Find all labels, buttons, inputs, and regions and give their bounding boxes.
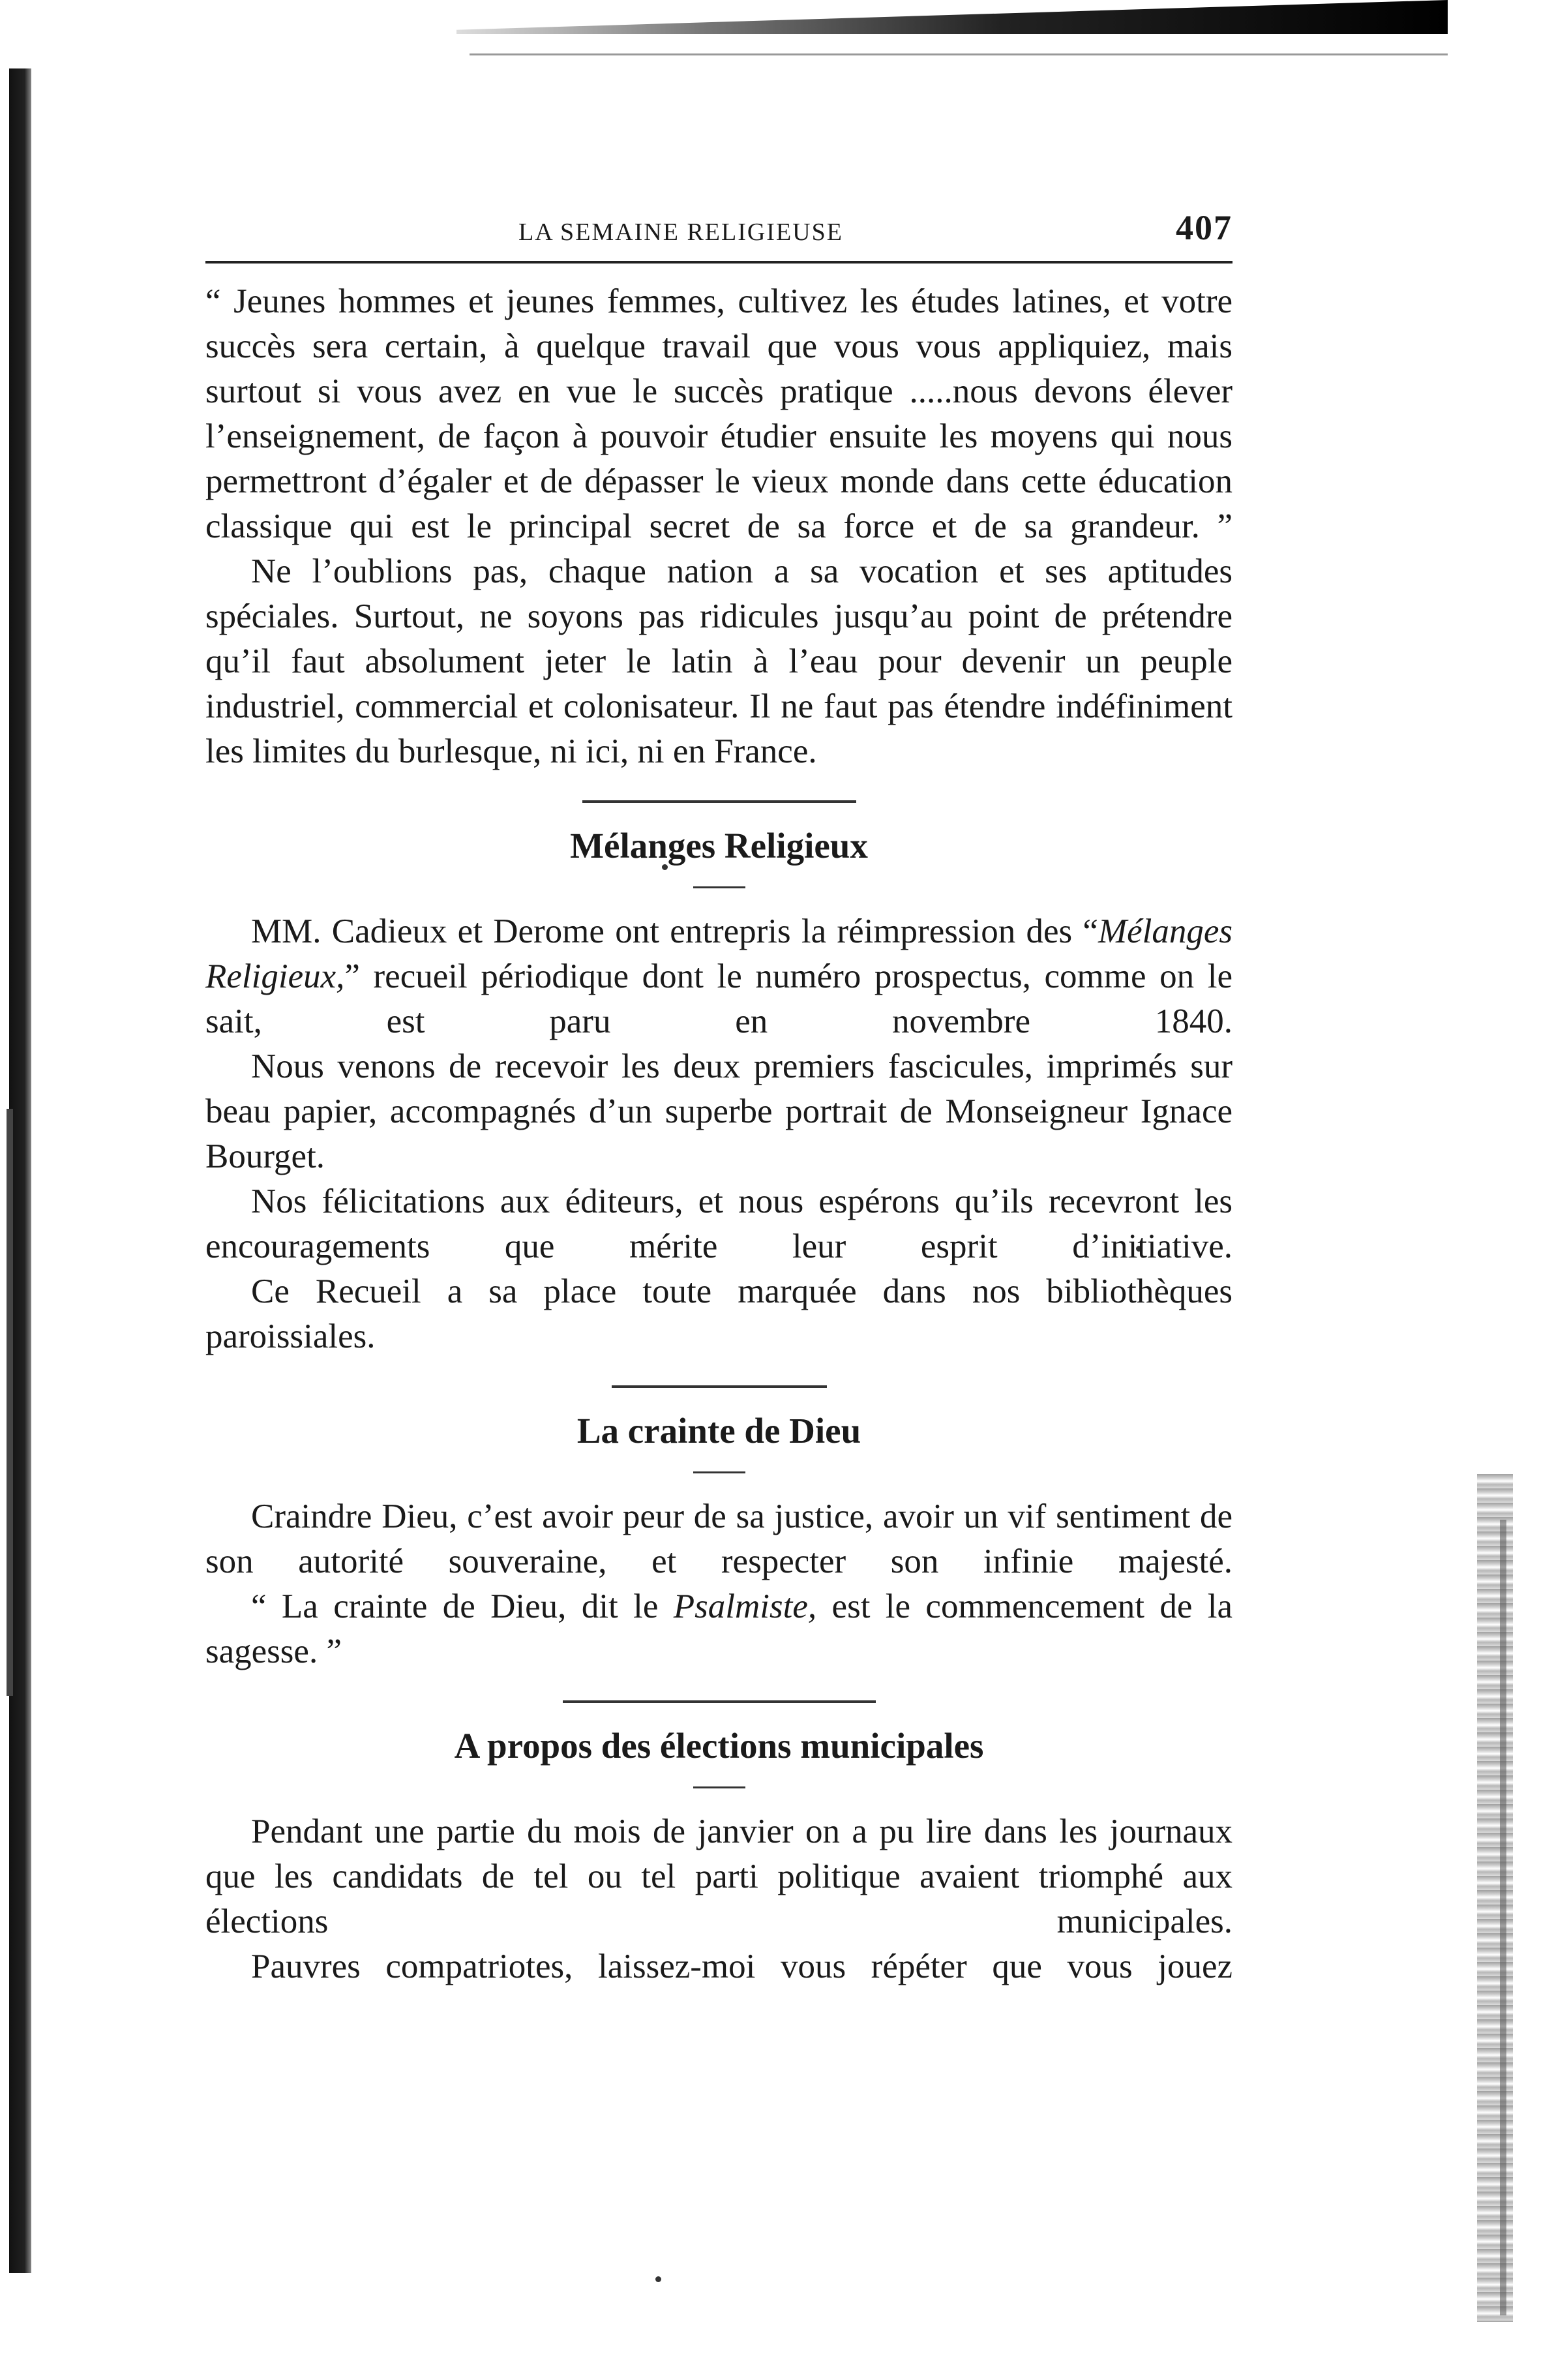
section-separator: [582, 800, 856, 803]
running-header: [205, 196, 1233, 261]
crainte-paragraph-2: [205, 1584, 1233, 1674]
text-run: est le commencement de la sagesse. ”: [205, 1588, 1233, 1670]
section-title-melanges: Mélanges Religieux: [570, 826, 868, 866]
scan-border-right: [1477, 1474, 1513, 2322]
section-title-crainte: La crainte de Dieu: [576, 1411, 861, 1451]
elections-paragraph-2: Pauvres compatriotes, laissez-moi vous répéter que vous jouez: [251, 1948, 1233, 1985]
crainte-paragraph-1: Craindre Dieu, c’est avoir peur de sa justice, avoir un vif sentiment de son autorité souveraine, et respecter son infinie majesté.: [205, 1498, 1233, 1580]
running-title: LA SEMAINE RELIGIEUSE: [518, 218, 843, 246]
title-underline: [693, 1786, 745, 1788]
intro-quote-paragraph: “ Jeunes hommes et jeunes femmes, cultivez les études latines, et votre succès sera certain, à quelque travail que vous vous appliquiez, mais surtout si vous avez en vue le succès pratique .....nous devons élever l’enseignement, de façon à pouvoir étudier ensuite les moyens qui nous permettront d’égaler et de dépasser le vieux monde dans cette éducation classique qui est le principal secret de sa force et de sa grandeur. ”: [205, 282, 1233, 545]
intro-paragraph: Ne l’oublions pas, chaque nation a sa vocation et ses aptitudes spéciales. Surtout, ne soyons pas ridicules jusqu’au point de prétendre qu’il faut absolument jeter le latin à l’eau pour devenir un peuple industriel, commercial et colonisateur. Il ne faut pas étendre indéfiniment les limites du burlesque, ni ici, ni en France.: [205, 552, 1233, 770]
scan-border-left-notch: [7, 1109, 13, 1696]
melanges-paragraph-1: [205, 909, 1233, 1044]
page-number: 407: [1176, 208, 1233, 247]
text-run: “ La crainte de Dieu, dit le: [251, 1588, 674, 1625]
section-separator: [612, 1385, 827, 1388]
scan-border-right-line: [1500, 1520, 1506, 2315]
section-separator: [563, 1700, 876, 1703]
melanges-paragraph-3: Nos félicitations aux éditeurs, et nous espérons qu’ils recevront les encouragements que mérite leur esprit d’initiative.: [205, 1182, 1233, 1265]
scan-top-line: [470, 53, 1448, 55]
title-underline: [693, 886, 745, 888]
melanges-paragraph-4: Ce Recueil a sa place toute marquée dans nos bibliothèques paroissiales.: [205, 1273, 1233, 1355]
scan-border-top: [456, 0, 1448, 34]
italic-word: Psalmiste,: [673, 1588, 817, 1625]
document-page: [205, 196, 1233, 1989]
italic-title: Mélanges Religieux,: [205, 912, 1233, 995]
scan-speck: [655, 2276, 661, 2282]
title-underline: [693, 1471, 745, 1473]
text-run: ” recueil périodique dont le numéro prospectus, comme on le sait, est paru en novembre 1840.: [205, 957, 1233, 1040]
section-title-elections: A propos des élections municipales: [454, 1726, 984, 1766]
text-run: MM. Cadieux et Derome ont entrepris la réimpression des “: [251, 912, 1098, 950]
melanges-paragraph-2: Nous venons de recevoir les deux premiers fascicules, imprimés sur beau papier, accompagnés d’un superbe portrait de Monseigneur Ignace Bourget.: [205, 1047, 1233, 1175]
elections-paragraph-1: Pendant une partie du mois de janvier on a pu lire dans les journaux que les candidats de tel ou tel parti politique avaient triomphé aux élections municipales.: [205, 1813, 1233, 1940]
header-rule: [205, 261, 1233, 264]
